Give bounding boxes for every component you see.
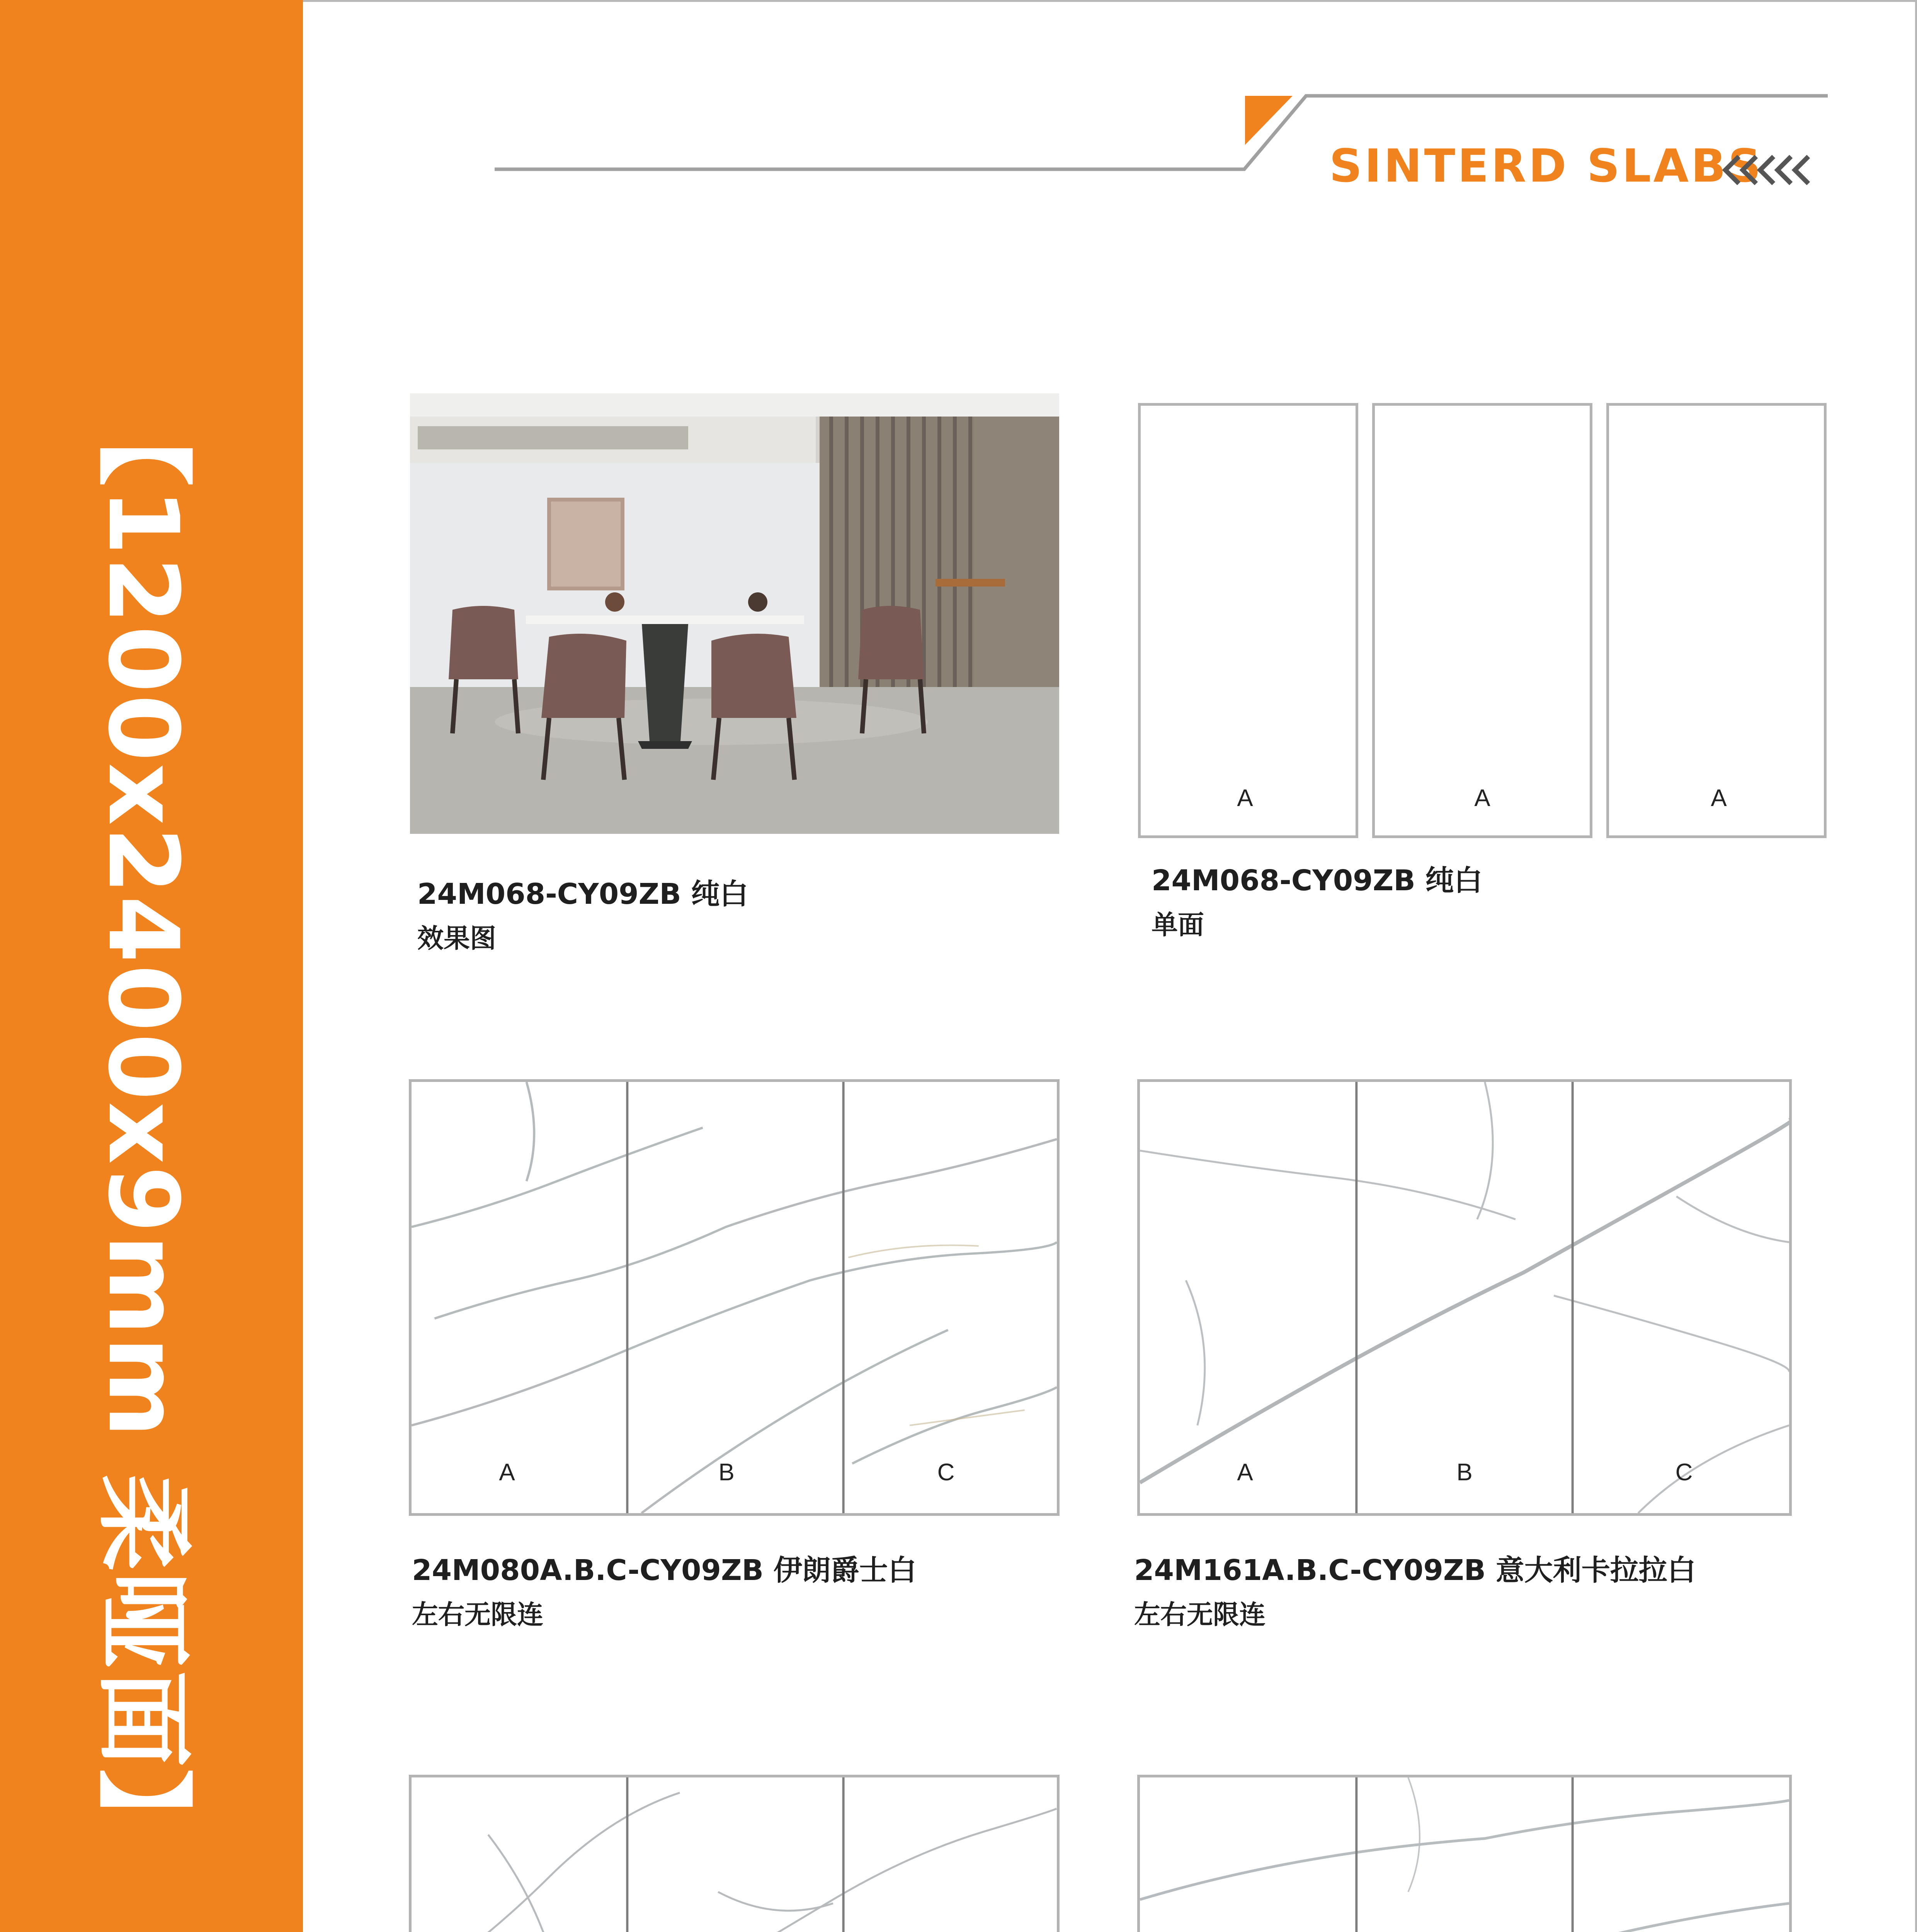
- slab-label: A: [499, 1459, 515, 1486]
- marble-slab-set: [409, 1079, 1060, 1516]
- slab-label: A: [1711, 785, 1727, 811]
- product-code: 24M068-CY09ZB 纯白: [417, 878, 748, 911]
- slab-panel: [1138, 403, 1358, 838]
- slab-label: C: [1675, 1459, 1693, 1486]
- slab-label: A: [1237, 785, 1253, 811]
- marble-slab-set: [409, 1775, 1060, 1932]
- slab-label: A: [1474, 785, 1490, 811]
- slab-panel: [1372, 403, 1592, 838]
- slab-label: C: [937, 1459, 955, 1486]
- product-code: 24M161A.B.C-CY09ZB 意大利卡拉拉白: [1134, 1554, 1696, 1587]
- slab-label: A: [1237, 1459, 1253, 1486]
- size-finish-title: 【1200x2400x9mm 柔哑面】: [87, 389, 199, 1867]
- chevrons-icon: [1720, 147, 1820, 193]
- slab-panel: [1606, 403, 1827, 838]
- brand-title: SINTERD SLABS: [1329, 139, 1764, 192]
- slab-label: B: [718, 1459, 735, 1486]
- slab-label: B: [1456, 1459, 1473, 1486]
- sidebar: [0, 0, 303, 1932]
- product-code: 24M068-CY09ZB 纯白: [1152, 864, 1483, 897]
- product-desc: 效果图: [417, 923, 497, 954]
- header: [0, 0, 1917, 216]
- product-desc: 左右无限连: [1134, 1600, 1266, 1630]
- marble-slab-set: [1137, 1079, 1792, 1516]
- product-code: 24M080A.B.C-CY09ZB 伊朗爵士白: [412, 1554, 917, 1587]
- product-desc: 单面: [1152, 910, 1204, 940]
- room-render-image: [410, 393, 1059, 834]
- product-desc: 左右无限连: [412, 1600, 544, 1630]
- marble-slab-set: [1137, 1775, 1792, 1932]
